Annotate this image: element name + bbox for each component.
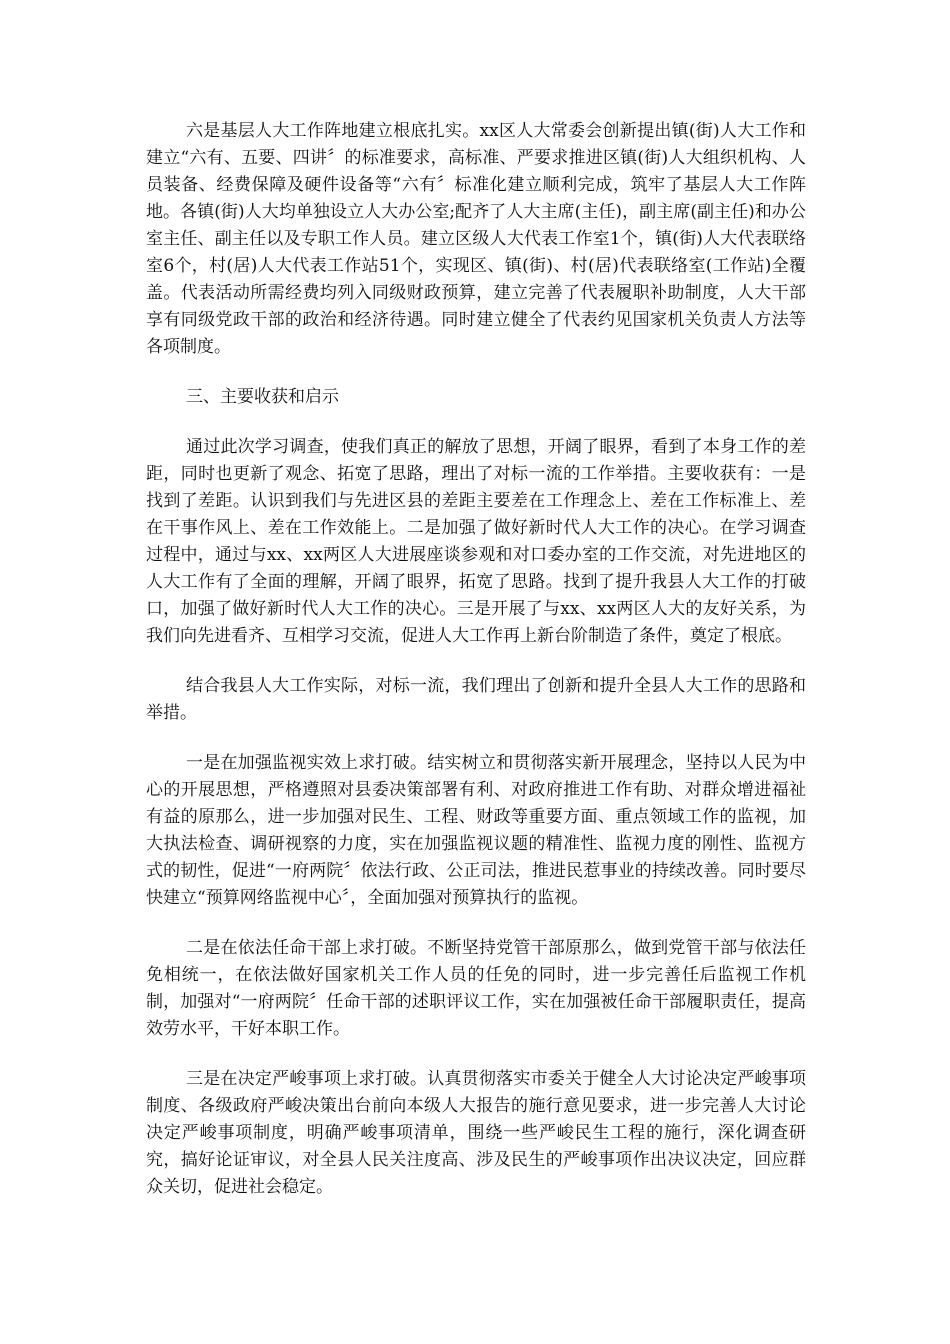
section-heading-gains: 三、主要收获和启示	[186, 387, 339, 407]
paragraph-study-gains: 通过此次学习调查，使我们真正的解放了思想，开阔了眼界，看到了本身工作的差距，同时也更新了观念、拓宽了思路，理出了对标一流的工作举措。主要收获有：一是找到了差距。认识到我们与先进区县的差距主要差在工作理念上、差在工作标准上、差在干事作风上、差在工作效能上。二是加强了做好新时代人大工作的决心。在学习调查过程中，通过与xx、xx两区人大进展座谈参观和对口委办室的工作交流，对先进地区的人大工作有了全面的理解，开阔了眼界，拓宽了思路。找到了提升我县人大工作的打破口，加强了做好新时代人大工作的决心。三是开展了与xx、xx两区人大的友好关系，为我们向先进看齐、互相学习交流，促进人大工作再上新台阶制造了条件，奠定了根底。	[146, 437, 806, 646]
document-body	[146, 118, 806, 1224]
paragraph-ideas-intro: 结合我县人大工作实际，对标一流，我们理出了创新和提升全县人大工作的思路和举措。	[146, 676, 806, 723]
paragraph-supervision: 一是在加强监视实效上求打破。结实树立和贯彻落实新开展理念，坚持以人民为中心的开展思想，严格遵照对县委决策部署有利、对政府推进工作有助、对群众增进福祉有益的原那么，进一步加强对民生、工程、财政等重要方面、重点领域工作的监视，加大执法检查、调研视察的力度，实在加强监视议题的精准性、监视力度的刚性、监视方式的韧性，促进“一府两院〞依法行政、公正司法，推进民惹事业的持续改善。同时要尽快建立“预算网络监视中心〞，全面加强对预算执行的监视。	[146, 753, 806, 908]
paragraph-appointment: 二是在依法任命干部上求打破。不断坚持党管干部原那么，做到党管干部与依法任免相统一，在依法做好国家机关工作人员的任免的同时，进一步完善任后监视工作机制，加强对“一府两院〞任命干部的述职评议工作，实在加强被任命干部履职责任，提高效劳水平，干好本职工作。	[146, 938, 806, 1039]
paragraph-grassroots-position: 六是基层人大工作阵地建立根底扎实。xx区人大常委会创新提出镇(街)人大工作和建立“六有、五要、四讲〞的标准要求，高标准、严要求推进区镇(街)人大组织机构、人员装备、经费保障及硬件设备等“六有〞标准化建立顺利完成，筑牢了基层人大工作阵地。各镇(街)人大均单独设立人大办公室;配齐了人大主席(主任)，副主席(副主任)和办公室主任、副主任以及专职工作人员。建立区级人大代表工作室1个，镇(街)人大代表联络室6个，村(居)人大代表工作站51个，实现区、镇(街)、村(居)代表联络室(工作站)全覆盖。代表活动所需经费均列入同级财政预算，建立完善了代表履职补助制度，人大干部享有同级党政干部的政治和经济待遇。同时建立健全了代表约见国家机关负责人方法等各项制度。	[146, 121, 806, 357]
paragraph-major-matters: 三是在决定严峻事项上求打破。认真贯彻落实市委关于健全人大讨论决定严峻事项制度、各级政府严峻决策出台前向本级人大报告的施行意见要求，进一步完善人大讨论决定严峻事项制度，明确严峻事项清单，围绕一些严峻民生工程的施行，深化调查研究，搞好论证审议，对全县人民关注度高、涉及民生的严峻事项作出决议决定，回应群众关切，促进社会稳定。	[146, 1069, 806, 1197]
